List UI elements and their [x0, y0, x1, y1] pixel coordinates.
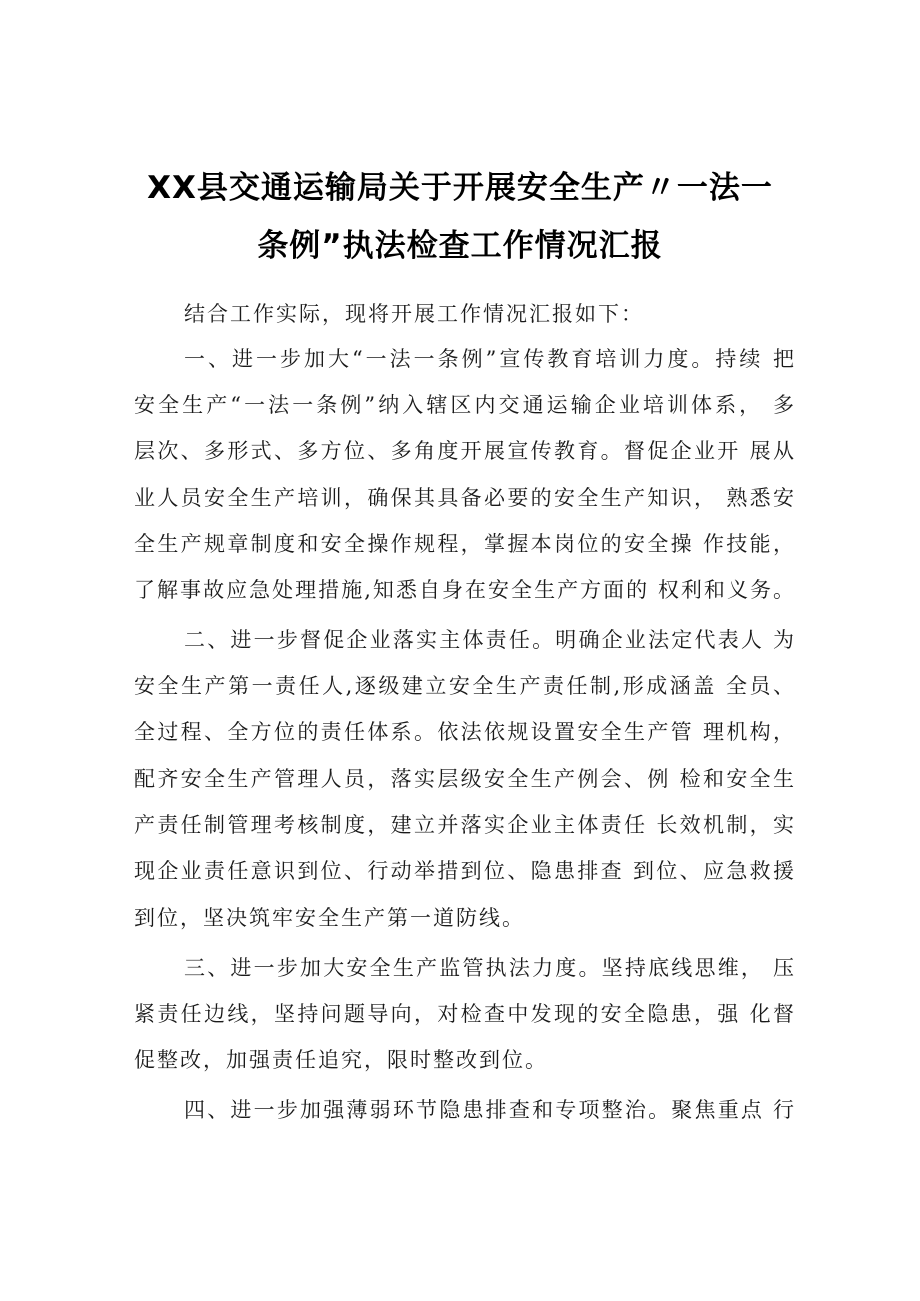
paragraph-2-line: 全过程、全方位的责任体系。依法依规设置安全生产管 理机构， — [134, 720, 796, 744]
paragraph-3-line: 紧责任边线，坚持问题导向，对检查中发现的安全隐患，强 化督 — [134, 1002, 796, 1026]
document-title-line-2: 条例”执法检查工作情况汇报 — [257, 228, 663, 264]
paragraph-1-line: 层次、多形式、多方位、多角度开展宣传教育。督促企业开 展从 — [134, 439, 796, 463]
paragraph-2-line: 安全生产第一责任人,逐级建立安全生产责任制,形成涵盖 全员、 — [134, 674, 796, 698]
paragraph-2-line: 到位，坚决筑牢安全生产第一道防线。 — [134, 906, 525, 930]
paragraph-1-line: 全生产规章制度和安全操作规程，掌握本岗位的安全操 作技能， — [134, 532, 796, 556]
paragraph-3-line: 三、进一步加大安全生产监管执法力度。坚持底线思维， 压 — [184, 956, 796, 980]
paragraph-1-line: 一、进一步加大“一法一条例”宣传教育培训力度。持续 把 — [184, 347, 796, 371]
paragraph-3-line: 促整改，加强责任追究，限时整改到位。 — [134, 1048, 548, 1072]
paragraph-2-line: 配齐安全生产管理人员，落实层级安全生产例会、例 检和安全生 — [134, 767, 796, 791]
document-title-line-1: XX县交通运输局关于开展安全生产〃一法一 — [147, 170, 773, 206]
paragraph-1-line: 业人员安全生产培训，确保其具备必要的安全生产知识， 熟悉安 — [134, 486, 796, 510]
paragraph-1-line: 了解事故应急处理措施,知悉自身在安全生产方面的 权利和义务。 — [134, 578, 796, 602]
paragraph-2-line: 二、进一步督促企业落实主体责任。明确企业法定代表人 为 — [184, 628, 796, 652]
paragraph-1-line: 安全生产“一法一条例”纳入辖区内交通运输企业培训体系， 多 — [134, 393, 796, 417]
paragraph-2-line: 现企业责任意识到位、行动举措到位、隐患排查 到位、应急救援 — [134, 859, 796, 883]
paragraph-intro-line: 结合工作实际，现将开展工作情况汇报如下： — [184, 302, 644, 326]
paragraph-4-line: 四、进一步加强薄弱环节隐患排查和专项整治。聚焦重点 行 — [184, 1098, 796, 1122]
paragraph-2-line: 产责任制管理考核制度，建立并落实企业主体责任 长效机制，实 — [134, 813, 796, 837]
